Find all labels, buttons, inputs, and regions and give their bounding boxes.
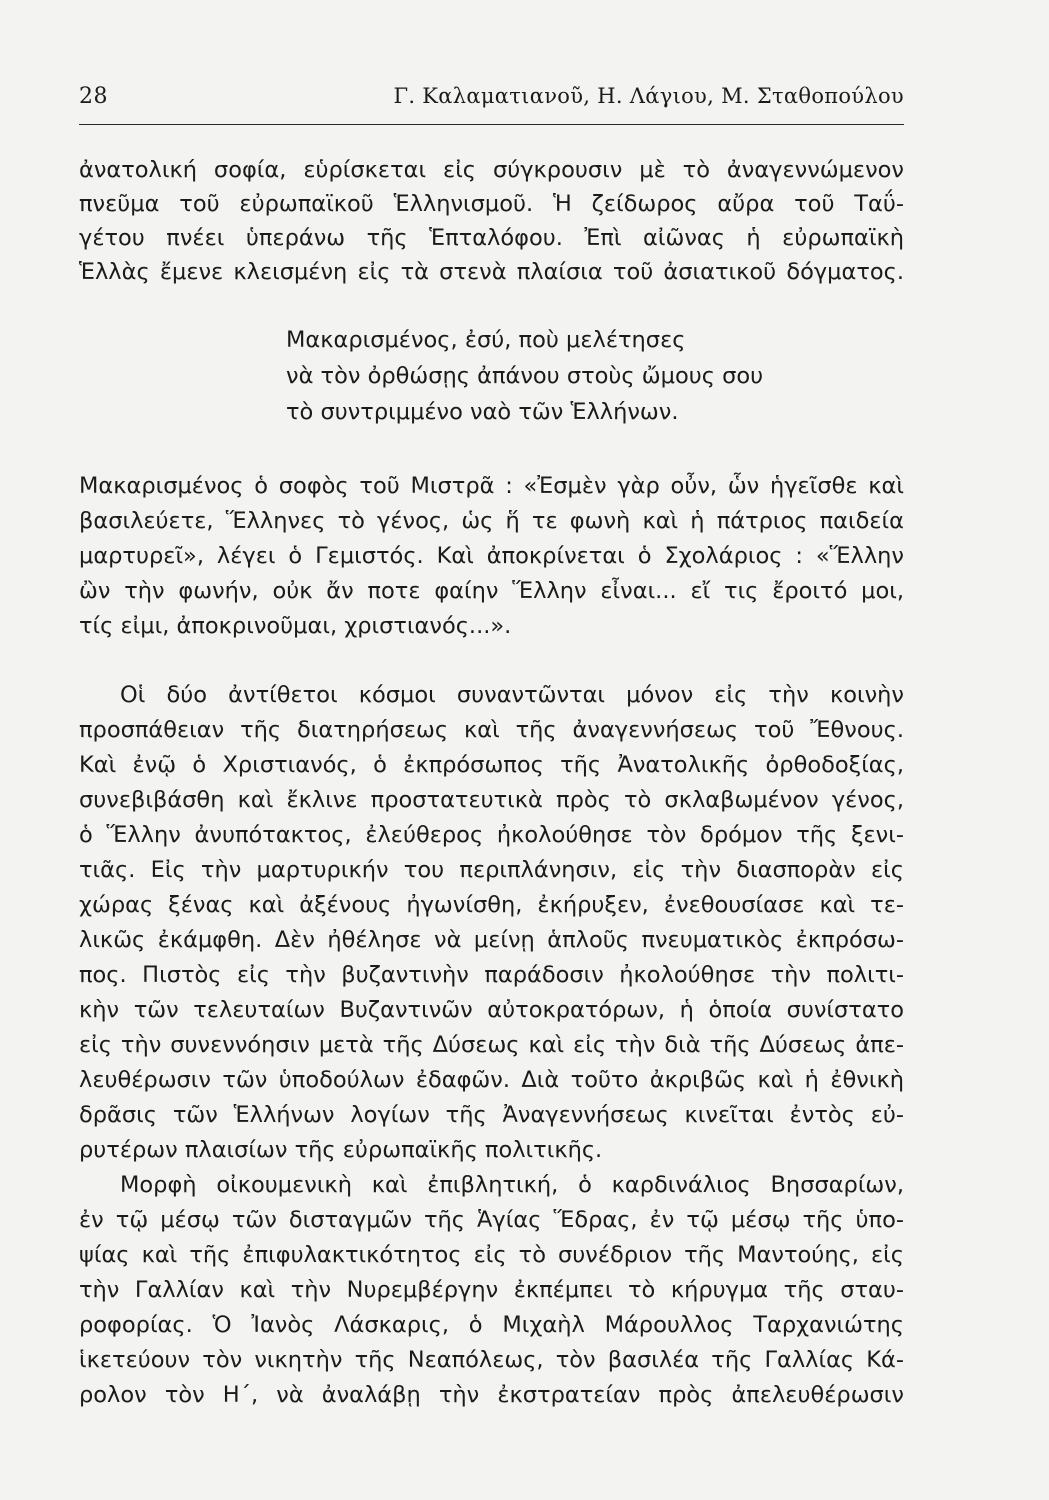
text-line: ρολον τὸν Η΄, νὰ ἀναλάβῃ τὴν ἐκστρατείαν πρὸς ἀπελευθέρωσιν (79, 1382, 904, 1408)
text-line: ἱκετεύουν τὸν νικητὴν τῆς Νεαπόλεως, τὸν βασιλέα τῆς Γαλλίας Κά- (79, 1347, 904, 1373)
text-line: ἐν τῷ μέσῳ τῶν δισταγμῶν τῆς Ἁγίας Ἕδρας, ἐν τῷ μέσῳ τῆς ὑπο- (79, 1207, 904, 1233)
text-line: γέτου πνέει ὑπεράνω τῆς Ἑπταλόφου. Ἐπὶ αἰῶνας ἡ εὐρωπαϊκὴ (79, 225, 904, 251)
text-line: τίς εἰμι, ἀποκρινοῦμαι, χριστιανός...». (79, 613, 512, 639)
verse-line: τὸ συντριμμένο ναὸ τῶν Ἑλλήνων. (286, 399, 679, 425)
text-line: μαρτυρεῖ», λέγει ὁ Γεμιστός. Καὶ ἀποκρίνεται ὁ Σχολάριος : «Ἕλλην (79, 543, 904, 569)
text-line: εἰς τὴν συνεννόησιν μετὰ τῆς Δύσεως καὶ εἰς τὴν διὰ τῆς Δύσεως ἀπε- (79, 1032, 904, 1058)
text-line: πος. Πιστὸς εἰς τὴν βυζαντινὴν παράδοσιν ἠκολούθησε τὴν πολιτι- (79, 962, 904, 988)
text-line: Καὶ ἐνῷ ὁ Χριστιανός, ὁ ἐκπρόσωπος τῆς Ἀνατολικῆς ὀρθοδοξίας, (79, 752, 904, 778)
text-line: δρᾶσις τῶν Ἑλλήνων λογίων τῆς Ἀναγεννήσεως κινεῖται ἐντὸς εὐ- (79, 1102, 904, 1128)
text-line: κὴν τῶν τελευταίων Βυζαντινῶν αὐτοκρατόρων, ἡ ὁποία συνίστατο (79, 997, 904, 1023)
text-line: Ἑλλὰς ἔμενε κλεισμένη εἰς τὰ στενὰ πλαίσια τοῦ ἀσιατικοῦ δόγματος. (79, 259, 904, 285)
running-head: Γ. Καλαματιανοῦ, Η. Λάγιου, Μ. Σταθοπούλου (393, 84, 904, 108)
verse-line: Μακαρισμένος, ἐσύ, ποὺ μελέτησες (286, 327, 686, 353)
text-line: πνεῦμα τοῦ εὐρωπαϊκοῦ Ἑλληνισμοῦ. Ἡ ζείδωρος αὔρα τοῦ Ταΰ- (79, 191, 904, 217)
text-line: τιᾶς. Εἰς τὴν μαρτυρικήν του περιπλάνησιν, εἰς τὴν διασπορὰν εἰς (79, 857, 904, 883)
text-line: ὢν τὴν φωνήν, οὐκ ἄν ποτε φαίην Ἕλλην εἶναι... εἴ τις ἔροιτό μοι, (79, 578, 904, 604)
text-line: ἀνατολική σοφία, εὑρίσκεται εἰς σύγκρουσιν μὲ τὸ ἀναγεννώμενον (79, 157, 904, 183)
text-line: τὴν Γαλλίαν καὶ τὴν Νυρεμβέργην ἐκπέμπει τὸ κήρυγμα τῆς σταυ- (79, 1277, 904, 1303)
text-line: ρυτέρων πλαισίων τῆς εὐρωπαϊκῆς πολιτικῆς. (79, 1137, 603, 1163)
text-line: συνεβιβάσθη καὶ ἔκλινε προστατευτικὰ πρὸς τὸ σκλαβωμένον γένος, (79, 787, 904, 813)
text-line: ψίας καὶ τῆς ἐπιφυλακτικότητος εἰς τὸ συνέδριον τῆς Μαντούης, εἰς (79, 1242, 904, 1268)
text-line: ὁ Ἕλλην ἀνυπότακτος, ἐλεύθερος ἠκολούθησε τὸν δρόμον τῆς ξενι- (79, 822, 904, 848)
text-line: Οἱ δύο ἀντίθετοι κόσμοι συναντῶνται μόνον εἰς τὴν κοινὴν (120, 682, 904, 708)
text-line: λευθέρωσιν τῶν ὑποδούλων ἐδαφῶν. Διὰ τοῦτο ἀκριβῶς καὶ ἡ ἐθνικὴ (79, 1067, 904, 1093)
text-line: προσπάθειαν τῆς διατηρήσεως καὶ τῆς ἀναγεννήσεως τοῦ Ἔθνους. (79, 717, 904, 743)
verse-line: νὰ τὸν ὀρθώσῃς ἀπάνου στοὺς ὤμους σου (286, 363, 764, 389)
text-line: λικῶς ἐκάμφθη. Δὲν ἠθέλησε νὰ μείνῃ ἁπλοῦς πνευματικὸς ἐκπρόσω- (79, 927, 904, 953)
page-header (79, 84, 904, 125)
text-line: χώρας ξένας καὶ ἀξένους ἠγωνίσθη, ἐκήρυξεν, ἐνεθουσίασε καὶ τε- (79, 892, 904, 918)
text-line: βασιλεύετε, Ἕλληνες τὸ γένος, ὡς ἥ τε φωνὴ καὶ ἡ πάτριος παιδεία (79, 508, 904, 534)
text-line: ροφορίας. Ὁ Ἰανὸς Λάσκαρις, ὁ Μιχαὴλ Μάρουλλος Ταρχανιώτης (79, 1312, 904, 1338)
text-line: Μορφὴ οἰκουμενικὴ καὶ ἐπιβλητική, ὁ καρδινάλιος Βησσαρίων, (120, 1172, 904, 1198)
page-number: 28 (79, 84, 108, 109)
text-line: Μακαρισμένος ὁ σοφὸς τοῦ Μιστρᾶ : «Ἐσμὲν γὰρ οὖν, ὧν ἡγεῖσθε καὶ (79, 473, 904, 499)
